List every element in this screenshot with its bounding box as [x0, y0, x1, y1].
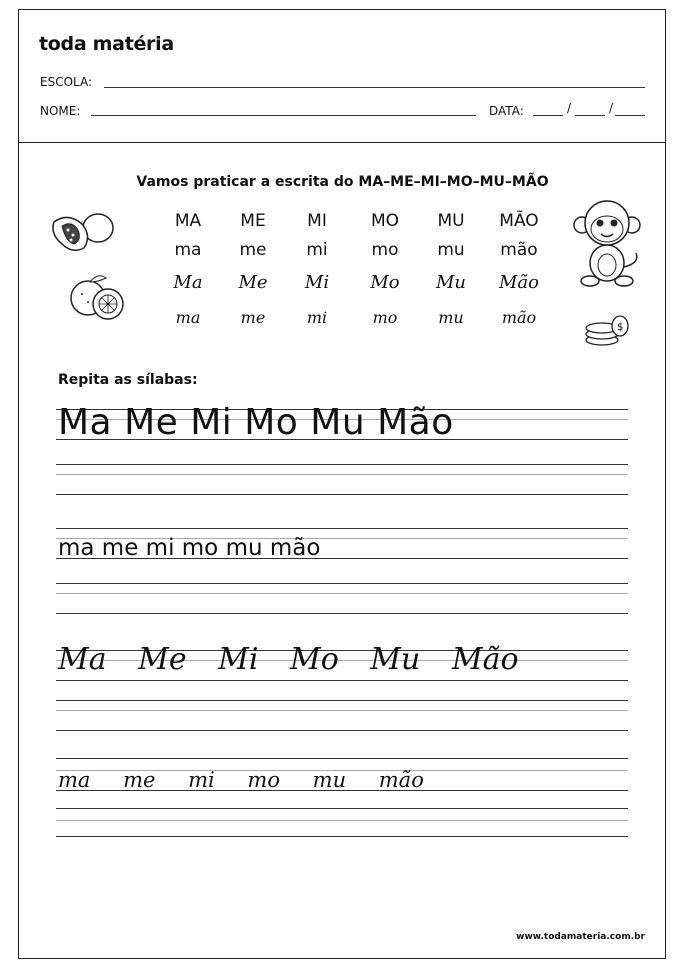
syllable-lower: mo — [371, 240, 399, 260]
name-field[interactable] — [91, 115, 476, 116]
syllable-cursive-cap: Mão — [499, 272, 539, 293]
practice-row-cursive-capital: Ma Me Mi Mo Mu Mão — [58, 642, 519, 677]
syllable-cursive-cap: Mu — [435, 272, 467, 293]
practice-row-print-capital: Ma Me Mi Mo Mu Mão — [58, 402, 454, 443]
syllable-lower: me — [239, 240, 267, 260]
date-slash: / — [609, 101, 614, 115]
header-divider — [18, 142, 666, 143]
date-slash: / — [567, 101, 572, 115]
syllable-upper: MI — [307, 211, 327, 231]
date-label: DATA: — [489, 104, 524, 118]
svg-text:$: $ — [617, 322, 624, 333]
school-label: ESCOLA: — [40, 75, 93, 89]
syllable-upper: ME — [240, 211, 266, 231]
syllable-cursive-low: mu — [438, 308, 464, 327]
oranges-icon — [66, 270, 130, 324]
footer-url[interactable]: www.todamateria.com.br — [516, 932, 645, 942]
date-day-field[interactable] — [533, 115, 563, 116]
syllable-upper: MO — [370, 211, 400, 231]
syllable-cursive-cap: Mo — [370, 272, 400, 293]
practice-row-cursive-lower: ma me mi mo mu mão — [58, 768, 424, 792]
date-month-field[interactable] — [575, 115, 605, 116]
syllable-cursive-cap: Ma — [173, 272, 203, 293]
syllable-cursive-low: mão — [501, 308, 537, 327]
syllable-cursive-low: me — [240, 308, 266, 327]
coins-icon — [582, 312, 632, 346]
name-label: NOME: — [40, 104, 81, 118]
syllable-upper: MA — [174, 211, 202, 231]
syllable-cursive-low: ma — [175, 308, 201, 327]
syllable-lower: mi — [306, 240, 328, 260]
syllable-cursive-low: mo — [372, 308, 398, 327]
monkey-icon — [572, 197, 642, 289]
syllable-lower: ma — [174, 240, 202, 260]
syllable-cursive-cap: Me — [238, 272, 268, 293]
syllable-cursive-low: mi — [306, 308, 328, 327]
syllable-upper: MÃO — [499, 211, 539, 231]
syllable-upper: MU — [437, 211, 465, 231]
practice-row-print-lower: ma me mi mo mu mão — [58, 535, 321, 561]
syllable-cursive-cap: Mi — [304, 272, 330, 293]
date-year-field[interactable] — [615, 115, 645, 116]
syllable-lower: mu — [437, 240, 465, 260]
worksheet-title: Vamos praticar a escrita do MA–ME–MI–MO–MU–MÃO — [136, 174, 549, 190]
papaya-icon — [48, 208, 116, 256]
school-field[interactable] — [104, 87, 645, 88]
practice-heading: Repita as sílabas: — [58, 372, 198, 388]
logo: toda matéria — [39, 33, 174, 55]
syllable-lower: mão — [500, 240, 538, 260]
